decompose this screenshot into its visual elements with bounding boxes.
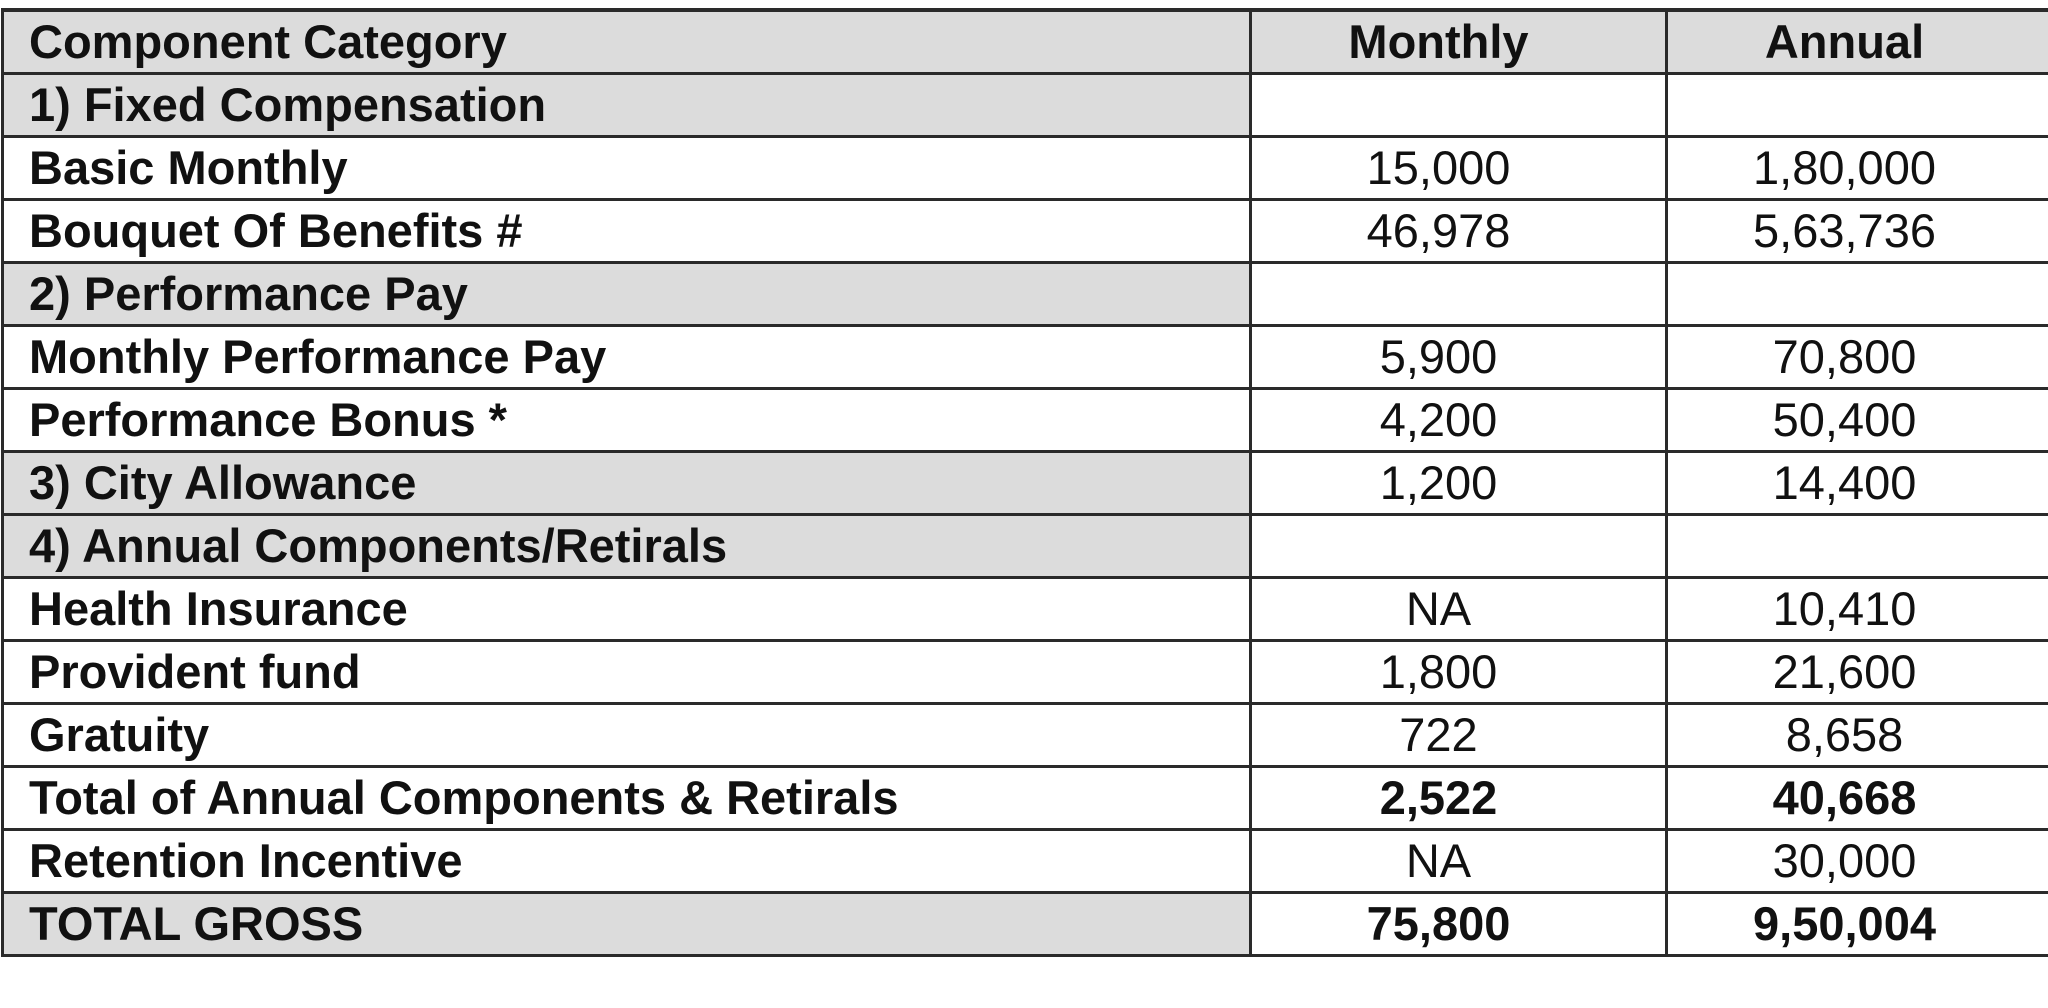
row-category: Basic Monthly	[3, 137, 1251, 200]
table-row-performance-pay	[3, 263, 2048, 326]
row-annual: 70,800	[1667, 326, 2048, 389]
row-category: Retention Incentive	[3, 830, 1251, 893]
row-annual: 50,400	[1667, 389, 2048, 452]
row-annual: 14,400	[1667, 452, 2048, 515]
table-row-provident-fund	[3, 641, 2048, 704]
row-category: Provident fund	[3, 641, 1251, 704]
table-row-total-annual-components	[3, 767, 2048, 830]
row-category: Monthly Performance Pay	[3, 326, 1251, 389]
row-monthly: 2,522	[1251, 767, 1667, 830]
row-annual: 5,63,736	[1667, 200, 2048, 263]
row-category: Gratuity	[3, 704, 1251, 767]
header-annual: Annual	[1667, 10, 2048, 74]
row-monthly: 5,900	[1251, 326, 1667, 389]
row-category: 2) Performance Pay	[3, 263, 1251, 326]
row-annual: 9,50,004	[1667, 893, 2048, 956]
row-monthly: 1,800	[1251, 641, 1667, 704]
row-category: Health Insurance	[3, 578, 1251, 641]
row-annual: 10,410	[1667, 578, 2048, 641]
row-annual	[1667, 263, 2048, 326]
table-row-basic-monthly	[3, 137, 2048, 200]
row-category: 4) Annual Components/Retirals	[3, 515, 1251, 578]
row-category: 1) Fixed Compensation	[3, 74, 1251, 137]
header-monthly: Monthly	[1251, 10, 1667, 74]
header-component-category: Component Category	[3, 10, 1251, 74]
row-monthly	[1251, 515, 1667, 578]
row-monthly	[1251, 74, 1667, 137]
table-row-health-insurance	[3, 578, 2048, 641]
row-monthly: NA	[1251, 830, 1667, 893]
row-category: TOTAL GROSS	[3, 893, 1251, 956]
row-monthly: NA	[1251, 578, 1667, 641]
table-row-annual-components	[3, 515, 2048, 578]
table-row-gratuity	[3, 704, 2048, 767]
row-monthly: 46,978	[1251, 200, 1667, 263]
row-monthly: 75,800	[1251, 893, 1667, 956]
table-header-row	[3, 10, 2048, 74]
row-annual	[1667, 515, 2048, 578]
row-monthly: 4,200	[1251, 389, 1667, 452]
row-monthly	[1251, 263, 1667, 326]
row-category: Total of Annual Components & Retirals	[3, 767, 1251, 830]
table-row-performance-bonus	[3, 389, 2048, 452]
table-row-monthly-performance-pay	[3, 326, 2048, 389]
compensation-table	[1, 8, 2048, 957]
row-monthly: 15,000	[1251, 137, 1667, 200]
table-row-fixed-compensation	[3, 74, 2048, 137]
row-category: Performance Bonus *	[3, 389, 1251, 452]
row-monthly: 722	[1251, 704, 1667, 767]
row-monthly: 1,200	[1251, 452, 1667, 515]
row-category: 3) City Allowance	[3, 452, 1251, 515]
row-annual: 1,80,000	[1667, 137, 2048, 200]
table-row-retention-incentive	[3, 830, 2048, 893]
table-row-bouquet-of-benefits	[3, 200, 2048, 263]
row-annual: 21,600	[1667, 641, 2048, 704]
row-annual	[1667, 74, 2048, 137]
table-row-city-allowance	[3, 452, 2048, 515]
row-annual: 30,000	[1667, 830, 2048, 893]
row-annual: 40,668	[1667, 767, 2048, 830]
row-category: Bouquet Of Benefits #	[3, 200, 1251, 263]
row-annual: 8,658	[1667, 704, 2048, 767]
table-row-total-gross	[3, 893, 2048, 956]
